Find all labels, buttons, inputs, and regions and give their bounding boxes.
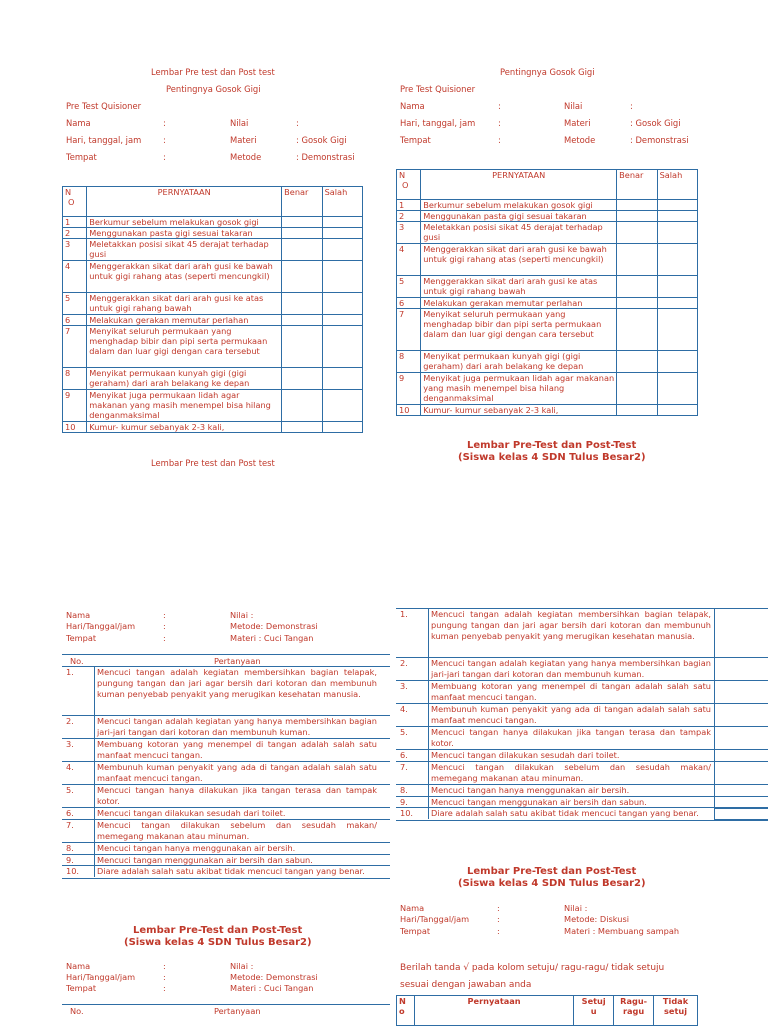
sheet-2-heading: Pre Test Quisioner: [400, 84, 476, 94]
tempat-sep: :: [498, 135, 501, 145]
salah-cell[interactable]: [322, 228, 362, 239]
row-statement: Mencuci tangan adalah kegiatan yang hanya membersihkan bagian jari-jari tangan dari kotoran dan membunuh kuman.: [97, 716, 377, 737]
row-number: 7.: [400, 762, 408, 772]
benar-cell[interactable]: [617, 373, 657, 405]
row-statement: Menyikat seluruh permukaan yang menghadap bibir dan pipi serta permukaan dalam dan luar gigi dengan cara tersebut: [421, 309, 617, 351]
salah-cell[interactable]: [322, 315, 362, 326]
benar-cell[interactable]: [617, 309, 657, 351]
tempat-label-2: Tempat: [66, 983, 97, 993]
table-row: [397, 222, 698, 244]
row-statement: Mencuci tangan dilakukan sebelum dan sesudah makan/ memegang makanan atau minuman.: [97, 820, 377, 841]
answer-cell[interactable]: [714, 726, 768, 750]
nilai-label: Nilai: [230, 118, 249, 128]
column-divider: [428, 807, 429, 819]
row-number: 7: [397, 309, 421, 351]
column-divider: [94, 666, 95, 715]
row-number: 2.: [66, 716, 74, 726]
salah-cell[interactable]: [657, 244, 697, 276]
table-row: [63, 315, 363, 326]
row-number: 9: [397, 373, 421, 405]
column-divider: [94, 715, 95, 738]
row-number: 5: [397, 276, 421, 298]
salah-cell[interactable]: [657, 309, 697, 351]
benar-cell[interactable]: [282, 315, 322, 326]
salah-cell[interactable]: [657, 222, 697, 244]
table-top-rule: [62, 654, 390, 655]
benar-cell[interactable]: [282, 239, 322, 261]
row-statement: Mencuci tangan hanya dilakukan jika tangan terasa dan tampak kotor.: [97, 785, 377, 806]
salah-cell[interactable]: [657, 211, 697, 222]
row-statement: Membuang kotoran yang menempel di tangan adalah salah satu manfaat mencuci tangan.: [97, 739, 377, 760]
table-row: [397, 309, 698, 351]
row-statement: Membuang kotoran yang menempel di tangan adalah salah satu manfaat mencuci tangan.: [431, 681, 711, 702]
table-row: [63, 217, 363, 228]
row-statement: Kumur- kumur sebanyak 2-3 kali,: [87, 422, 282, 433]
tempat-sep-2: :: [163, 983, 166, 993]
nilai-label: Nilai: [564, 101, 583, 111]
row-number: 10: [63, 422, 87, 433]
row-number: 6: [397, 298, 421, 309]
row-statement: Mencuci tangan hanya menggunakan air bersih.: [431, 785, 630, 795]
nama-label: Nama: [400, 101, 425, 111]
metode-value: : Demonstrasi: [296, 152, 355, 162]
row-statement: Diare adalah salah satu akibat tidak mencuci tangan yang benar.: [431, 808, 699, 818]
th-pernyataan: Pernyataan: [414, 996, 573, 1026]
row-statement: Mencuci tangan adalah kegiatan membersihkan bagian telapak, pungung tangan dan jari agar bersih dari kotoran dan membunuh kuman penyebab penyakit yang merugikan kesehatan manusia.: [97, 667, 377, 699]
sheet-1-title: Lembar Pre test dan Post test: [151, 67, 275, 77]
table-row: [63, 422, 363, 433]
hari-sep-2: :: [163, 972, 166, 982]
th-benar: Benar: [282, 187, 322, 217]
row-statement: Berkumur sebelum melakukan gosok gigi: [87, 217, 282, 228]
benar-cell[interactable]: [617, 405, 657, 416]
row-statement: Mencuci tangan menggunakan air bersih dan sabun.: [97, 855, 313, 865]
table-row: [397, 405, 698, 416]
th-setuju: Setuj u: [574, 996, 614, 1026]
row-statement: Mencuci tangan adalah kegiatan membersihkan bagian telapak, pungung tangan dan jari agar bersih dari kotoran dan membunuh kuman penyebab penyakit yang merugikan kesehatan manusia.: [431, 609, 711, 641]
row-statement: Membunuh kuman penyakit yang ada di tangan adalah salah satu manfaat mencuci tangan.: [431, 704, 711, 725]
table-row: [397, 211, 698, 222]
row-statement: Mencuci tangan dilakukan sesudah dari toilet.: [97, 808, 286, 818]
row-number: 8.: [400, 785, 408, 795]
column-divider: [428, 784, 429, 796]
row-number: 1.: [400, 609, 408, 619]
answer-cell[interactable]: [714, 680, 768, 704]
hari-label-2: Hari/Tanggal/jam: [66, 972, 136, 982]
row-statement: Menggunakan pasta gigi sesuai takaran: [87, 228, 282, 239]
benar-cell[interactable]: [282, 368, 322, 390]
metode-label: Metode: Diskusi: [564, 914, 629, 924]
column-divider: [94, 819, 95, 842]
answer-cell[interactable]: [714, 657, 768, 681]
metode-label-2: Metode: Demonstrasi: [230, 972, 318, 982]
row-number: 9: [63, 390, 87, 422]
hari-label: Hari/Tanggal/jam: [66, 621, 136, 631]
salah-cell[interactable]: [322, 293, 362, 315]
nama-label: Nama: [66, 610, 91, 620]
sheet-2-subtitle: Pentingnya Gosok Gigi: [500, 67, 595, 77]
row-statement: Menggunakan pasta gigi sesuai takaran: [421, 211, 617, 222]
row-statement: Menggerakkan sikat dari arah gusi ke bawah untuk gigi rahang atas (seperti mencungkil): [87, 261, 282, 293]
row-number: 3.: [66, 739, 74, 749]
benar-cell[interactable]: [617, 276, 657, 298]
column-divider: [428, 703, 429, 726]
row-number: 8: [397, 351, 421, 373]
salah-cell[interactable]: [657, 276, 697, 298]
table-row: [63, 261, 363, 293]
row-number: 5.: [66, 785, 74, 795]
salah-cell[interactable]: [657, 405, 697, 416]
materi-value: : Gosok Gigi: [296, 135, 347, 145]
row-number: 10.: [400, 808, 414, 818]
metode-value: : Demonstrasi: [630, 135, 689, 145]
benar-cell[interactable]: [617, 222, 657, 244]
nama-label: Nama: [66, 118, 91, 128]
sheet-2-footer-sub: (Siswa kelas 4 SDN Tulus Besar2): [458, 452, 646, 463]
salah-cell[interactable]: [322, 261, 362, 293]
row-statement: Mencuci tangan hanya dilakukan jika tangan terasa dan tampak kotor.: [431, 727, 711, 748]
row-statement: Melakukan gerakan memutar perlahan: [421, 298, 617, 309]
row-statement: Menyikat juga permukaan lidah agar makanan yang masih menempel bisa hilang denganmaksimal: [421, 373, 617, 405]
sheet-4-table: [396, 995, 698, 1026]
nilai-label-2: Nilai :: [230, 961, 254, 971]
materi-label: Materi : Cuci Tangan: [230, 633, 314, 643]
table-row: [63, 326, 363, 368]
column-divider: [428, 749, 429, 761]
instruction-line-1: Berilah tanda √ pada kolom setuju/ ragu-ragu/ tidak setuju: [400, 963, 665, 973]
benar-cell[interactable]: [282, 326, 322, 368]
hari-label: Hari/Tanggal/jam: [400, 914, 470, 924]
nilai-label: Nilai :: [230, 610, 254, 620]
benar-cell[interactable]: [617, 211, 657, 222]
column-divider: [428, 680, 429, 703]
salah-cell[interactable]: [322, 239, 362, 261]
tempat-sep: :: [163, 152, 166, 162]
column-divider: [428, 761, 429, 784]
row-statement: Menyikat juga permukaan lidah agar makanan yang masih menempel bisa hilang denganmaksimal: [87, 390, 282, 422]
column-divider: [94, 738, 95, 761]
answer-cell[interactable]: [714, 807, 768, 820]
nama-sep-2: :: [163, 961, 166, 971]
row-statement: Mencuci tangan dilakukan sesudah dari toilet.: [431, 750, 620, 760]
table-row: [397, 200, 698, 211]
row-number: 7.: [66, 820, 74, 830]
nilai-sep: :: [630, 101, 633, 111]
tempat-label: Tempat: [66, 633, 97, 643]
row-statement: Kumur- kumur sebanyak 2-3 kali,: [421, 405, 617, 416]
row-number: 10: [397, 405, 421, 416]
table-top-rule-2: [62, 1004, 390, 1005]
hari-sep: :: [163, 135, 166, 145]
row-number: 3: [63, 239, 87, 261]
row-statement: Membunuh kuman penyakit yang ada di tangan adalah salah satu manfaat mencuci tangan.: [97, 762, 377, 783]
metode-label: Metode: Demonstrasi: [230, 621, 318, 631]
table-row: [63, 293, 363, 315]
th-pertanyaan-2: Pertanyaan: [214, 1006, 261, 1016]
hari-sep: :: [498, 118, 501, 128]
sheet-1-heading: Pre Test Quisioner: [66, 101, 142, 111]
nama-label-2: Nama: [66, 961, 91, 971]
salah-cell[interactable]: [657, 298, 697, 309]
salah-cell[interactable]: [322, 390, 362, 422]
row-statement: Melakukan gerakan memutar perlahan: [87, 315, 282, 326]
salah-cell[interactable]: [322, 422, 362, 433]
table-row: [397, 298, 698, 309]
sheet-2-table: [396, 169, 698, 416]
row-number: 10.: [66, 866, 80, 876]
sheet-3-footer-title: Lembar Pre-Test dan Post-Test: [133, 925, 303, 936]
row-number: 5: [63, 293, 87, 315]
row-number: 9.: [400, 797, 408, 807]
row-statement: Meletakkan posisi sikat 45 derajat terhadap gusi: [87, 239, 282, 261]
nilai-label: Nilai :: [564, 903, 588, 913]
benar-cell[interactable]: [617, 244, 657, 276]
column-divider: [428, 657, 429, 680]
benar-cell[interactable]: [617, 298, 657, 309]
nama-sep: :: [163, 610, 166, 620]
sheet-1-subtitle: Pentingnya Gosok Gigi: [166, 84, 261, 94]
sheet-1-footer: Lembar Pre test dan Post test: [151, 458, 275, 468]
th-no: N O: [63, 187, 87, 217]
tempat-label: Tempat: [400, 135, 431, 145]
table-bottom-rule: [62, 878, 390, 879]
th-salah: Salah: [657, 170, 697, 200]
table-bottom-rule: [396, 820, 768, 821]
row-number: 1: [397, 200, 421, 211]
table-row: [63, 390, 363, 422]
row-statement: Menggerakkan sikat dari arah gusi ke atas untuk gigi rahang bawah: [87, 293, 282, 315]
salah-cell[interactable]: [657, 200, 697, 211]
row-number: 8: [63, 368, 87, 390]
row-statement: Menggerakkan sikat dari arah gusi ke bawah untuk gigi rahang atas (seperti mencungkil): [421, 244, 617, 276]
th-ragu: Ragu- ragu: [614, 996, 654, 1026]
row-number: 6.: [66, 808, 74, 818]
th-no: No.: [70, 656, 84, 666]
row-statement: Mencuci tangan hanya menggunakan air bersih.: [97, 843, 296, 853]
sheet-3-footer-sub: (Siswa kelas 4 SDN Tulus Besar2): [124, 937, 312, 948]
column-divider: [94, 761, 95, 784]
hari-label: Hari, tanggal, jam: [400, 118, 476, 128]
row-statement: Meletakkan posisi sikat 45 derajat terhadap gusi: [421, 222, 617, 244]
sheet-1-table: [62, 186, 363, 433]
hari-sep: :: [497, 914, 500, 924]
benar-cell[interactable]: [282, 293, 322, 315]
benar-cell[interactable]: [282, 390, 322, 422]
column-divider: [94, 842, 95, 854]
sheet-2-footer-title: Lembar Pre-Test dan Post-Test: [467, 440, 637, 451]
metode-label: Metode: [564, 135, 596, 145]
materi-label-2: Materi : Cuci Tangan: [230, 983, 314, 993]
answer-cell[interactable]: [714, 608, 768, 658]
row-statement: Menyikat permukaan kunyah gigi (gigi geraham) dari arah belakang ke depan: [421, 351, 617, 373]
instruction-line-2: sesuai dengan jawaban anda: [400, 980, 532, 990]
sheet-4-footer-sub: (Siswa kelas 4 SDN Tulus Besar2): [458, 878, 646, 889]
th-pernyataan: PERNYATAAN: [87, 187, 282, 217]
hari-label: Hari, tanggal, jam: [66, 135, 142, 145]
table-row: [63, 239, 363, 261]
benar-cell[interactable]: [617, 200, 657, 211]
nama-sep: :: [498, 101, 501, 111]
row-number: 4.: [66, 762, 74, 772]
salah-cell[interactable]: [657, 373, 697, 405]
row-statement: Menyikat seluruh permukaan yang menghadap bibir dan pipi serta permukaan dalam dan luar gigi dengan cara tersebut: [87, 326, 282, 368]
table-row: [397, 351, 698, 373]
row-number: 2.: [400, 658, 408, 668]
row-number: 7: [63, 326, 87, 368]
table-row: [397, 373, 698, 405]
salah-cell[interactable]: [322, 217, 362, 228]
benar-cell[interactable]: [282, 228, 322, 239]
row-statement: Berkumur sebelum melakukan gosok gigi: [421, 200, 617, 211]
th-no: N o: [397, 996, 415, 1026]
sheet-4-footer-title: Lembar Pre-Test dan Post-Test: [467, 866, 637, 877]
answer-cell[interactable]: [714, 761, 768, 785]
th-no-2: No.: [70, 1006, 84, 1016]
tempat-sep: :: [497, 926, 500, 936]
nama-label: Nama: [400, 903, 425, 913]
row-number: 4: [63, 261, 87, 293]
benar-cell[interactable]: [282, 422, 322, 433]
column-divider: [428, 726, 429, 749]
tempat-label: Tempat: [400, 926, 431, 936]
row-number: 2: [397, 211, 421, 222]
row-number: 9.: [66, 855, 74, 865]
row-statement: Mencuci tangan adalah kegiatan yang hanya membersihkan bagian jari-jari tangan dari kotoran dan membunuh kuman.: [431, 658, 711, 679]
benar-cell[interactable]: [282, 261, 322, 293]
row-number: 8.: [66, 843, 74, 853]
th-benar: Benar: [617, 170, 657, 200]
salah-cell[interactable]: [322, 368, 362, 390]
th-pertanyaan: Pertanyaan: [214, 656, 261, 666]
table-row: [63, 368, 363, 390]
hari-sep: :: [163, 621, 166, 631]
nama-sep: :: [497, 903, 500, 913]
row-number: 3.: [400, 681, 408, 691]
table-row: [63, 228, 363, 239]
row-statement: Menyikat permukaan kunyah gigi (gigi geraham) dari arah belakang ke depan: [87, 368, 282, 390]
materi-label: Materi : Membuang sampah: [564, 926, 680, 936]
row-statement: Menggerakkan sikat dari arah gusi ke atas untuk gigi rahang bawah: [421, 276, 617, 298]
materi-value: : Gosok Gigi: [630, 118, 681, 128]
row-number: 4: [397, 244, 421, 276]
row-statement: Diare adalah salah satu akibat tidak mencuci tangan yang benar.: [97, 866, 365, 876]
column-divider: [428, 608, 429, 657]
tempat-sep: :: [163, 633, 166, 643]
th-no: N O: [397, 170, 421, 200]
column-divider: [94, 865, 95, 877]
tempat-label: Tempat: [66, 152, 97, 162]
nilai-sep: :: [296, 118, 299, 128]
row-number: 6: [63, 315, 87, 326]
row-number: 6.: [400, 750, 408, 760]
materi-label: Materi: [230, 135, 257, 145]
th-salah: Salah: [322, 187, 362, 217]
row-statement: Mencuci tangan menggunakan air bersih dan sabun.: [431, 797, 647, 807]
benar-cell[interactable]: [617, 351, 657, 373]
row-statement: Mencuci tangan dilakukan sebelum dan sesudah makan/ memegang makanan atau minuman.: [431, 762, 711, 783]
nama-sep: :: [163, 118, 166, 128]
row-number: 3: [397, 222, 421, 244]
salah-cell[interactable]: [657, 351, 697, 373]
row-number: 1.: [66, 667, 74, 677]
table-row: [397, 244, 698, 276]
benar-cell[interactable]: [282, 217, 322, 228]
salah-cell[interactable]: [322, 326, 362, 368]
column-divider: [94, 784, 95, 807]
th-tidak-setuju: Tidak setuj: [654, 996, 698, 1026]
th-pernyataan: PERNYATAAN: [421, 170, 617, 200]
materi-label: Materi: [564, 118, 591, 128]
row-number: 4.: [400, 704, 408, 714]
column-divider: [94, 807, 95, 819]
answer-cell[interactable]: [714, 703, 768, 727]
row-number: 5.: [400, 727, 408, 737]
metode-label: Metode: [230, 152, 262, 162]
row-number: 2: [63, 228, 87, 239]
row-number: 1: [63, 217, 87, 228]
table-row: [397, 276, 698, 298]
